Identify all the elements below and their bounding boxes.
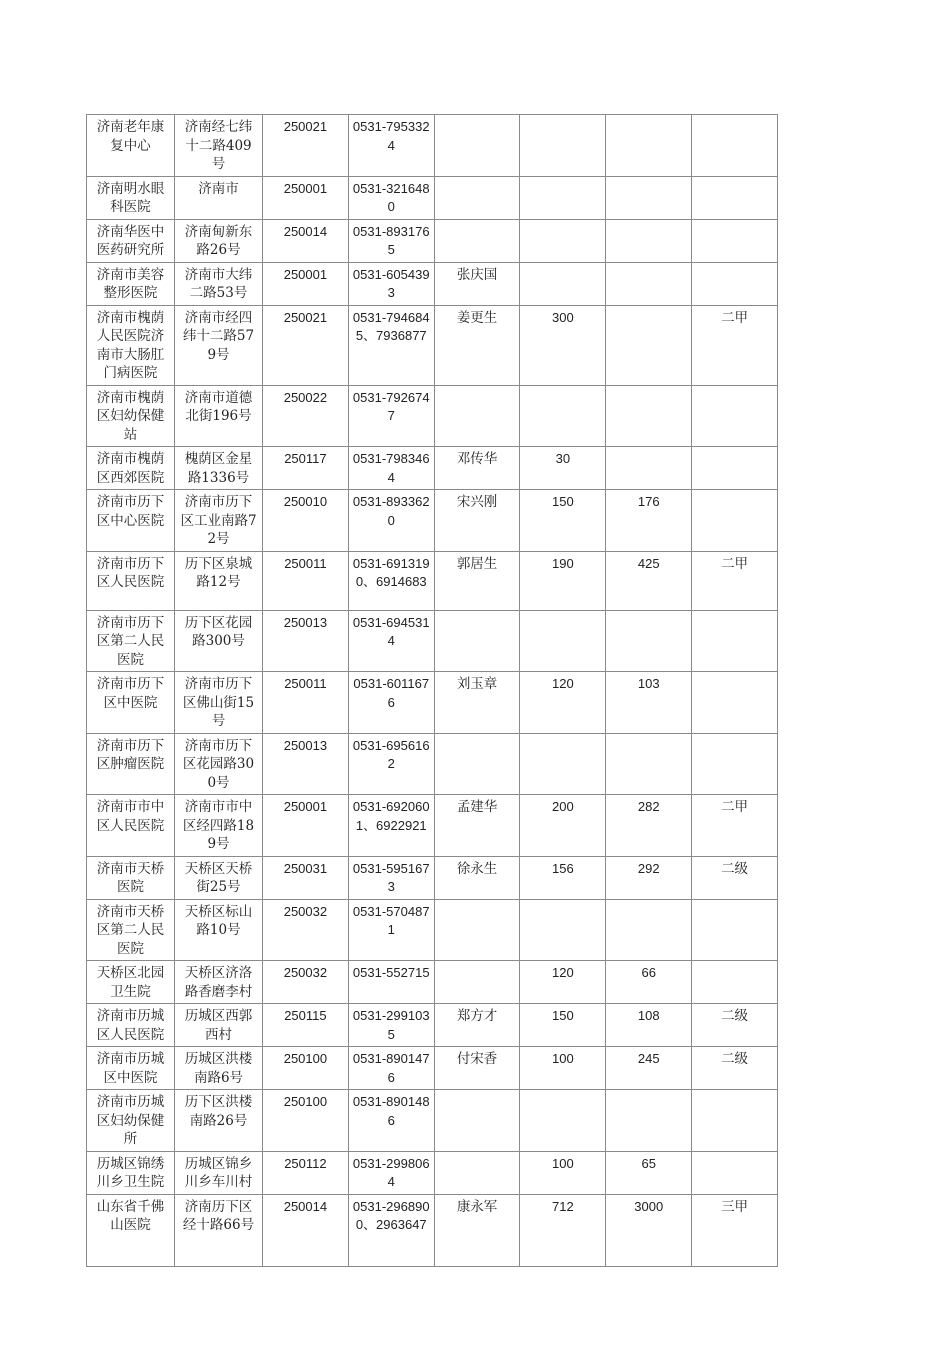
cell-phone: 0531-8901486 <box>348 1090 434 1152</box>
cell-grade: 二级 <box>692 856 778 899</box>
cell-director: 刘玉章 <box>434 672 520 734</box>
cell-address: 历下区花园路300号 <box>175 610 263 672</box>
cell-staff: 65 <box>606 1151 692 1194</box>
cell-grade <box>692 115 778 177</box>
cell-postcode: 250032 <box>263 899 349 961</box>
cell-grade <box>692 1151 778 1194</box>
cell-address: 济南市 <box>175 176 263 219</box>
cell-name: 济南市历下区肿瘤医院 <box>87 733 175 795</box>
cell-staff <box>606 305 692 385</box>
cell-grade <box>692 610 778 672</box>
cell-phone: 0531-6011676 <box>348 672 434 734</box>
cell-address: 历城区西郭西村 <box>175 1004 263 1047</box>
cell-director <box>434 219 520 262</box>
cell-beds <box>520 176 606 219</box>
cell-phone: 0531-6920601、6922921 <box>348 795 434 857</box>
table-row <box>87 115 778 177</box>
cell-grade: 二甲 <box>692 551 778 610</box>
cell-grade <box>692 490 778 552</box>
cell-staff: 425 <box>606 551 692 610</box>
cell-postcode: 250100 <box>263 1090 349 1152</box>
cell-beds: 712 <box>520 1194 606 1266</box>
cell-grade <box>692 899 778 961</box>
cell-name: 山东省千佛山医院 <box>87 1194 175 1266</box>
cell-director <box>434 176 520 219</box>
cell-name: 济南市历下区中心医院 <box>87 490 175 552</box>
cell-name: 济南市天桥区第二人民医院 <box>87 899 175 961</box>
cell-phone: 0531-7953324 <box>348 115 434 177</box>
cell-beds: 120 <box>520 672 606 734</box>
cell-address: 济南甸新东路26号 <box>175 219 263 262</box>
table-row <box>87 176 778 219</box>
cell-grade <box>692 385 778 447</box>
table-row <box>87 672 778 734</box>
cell-grade <box>692 672 778 734</box>
cell-staff <box>606 115 692 177</box>
table-row <box>87 961 778 1004</box>
table-row <box>87 305 778 385</box>
cell-grade: 二级 <box>692 1004 778 1047</box>
cell-phone: 0531-2991035 <box>348 1004 434 1047</box>
cell-beds: 30 <box>520 447 606 490</box>
table-row <box>87 262 778 305</box>
cell-director: 张庆国 <box>434 262 520 305</box>
cell-postcode: 250112 <box>263 1151 349 1194</box>
cell-name: 济南华医中医药研究所 <box>87 219 175 262</box>
cell-grade: 二甲 <box>692 305 778 385</box>
cell-address: 济南市历下区佛山街15号 <box>175 672 263 734</box>
table-row <box>87 447 778 490</box>
table-row <box>87 1004 778 1047</box>
cell-name: 济南市历下区第二人民医院 <box>87 610 175 672</box>
cell-name: 济南市市中区人民医院 <box>87 795 175 857</box>
cell-postcode: 250001 <box>263 176 349 219</box>
cell-staff <box>606 733 692 795</box>
cell-staff: 245 <box>606 1047 692 1090</box>
cell-address: 济南历下区经十路66号 <box>175 1194 263 1266</box>
cell-postcode: 250115 <box>263 1004 349 1047</box>
cell-director: 邓传华 <box>434 447 520 490</box>
table-row <box>87 856 778 899</box>
cell-director <box>434 899 520 961</box>
cell-address: 历城区洪楼南路6号 <box>175 1047 263 1090</box>
cell-postcode: 250011 <box>263 551 349 610</box>
cell-director <box>434 1151 520 1194</box>
cell-beds: 150 <box>520 1004 606 1047</box>
cell-director <box>434 385 520 447</box>
cell-phone: 0531-7983464 <box>348 447 434 490</box>
cell-beds <box>520 115 606 177</box>
cell-grade <box>692 219 778 262</box>
table-row <box>87 551 778 610</box>
cell-postcode: 250014 <box>263 1194 349 1266</box>
cell-postcode: 250013 <box>263 733 349 795</box>
cell-name: 济南市槐荫区西郊医院 <box>87 447 175 490</box>
cell-postcode: 250001 <box>263 262 349 305</box>
cell-phone: 0531-8933620 <box>348 490 434 552</box>
cell-staff <box>606 176 692 219</box>
cell-beds: 100 <box>520 1047 606 1090</box>
cell-name: 历城区锦绣川乡卫生院 <box>87 1151 175 1194</box>
cell-phone: 0531-3216480 <box>348 176 434 219</box>
cell-name: 济南市历城区中医院 <box>87 1047 175 1090</box>
cell-postcode: 250031 <box>263 856 349 899</box>
cell-postcode: 250032 <box>263 961 349 1004</box>
hospital-table-body <box>87 115 778 1267</box>
cell-phone: 0531-552715 <box>348 961 434 1004</box>
cell-director: 徐永生 <box>434 856 520 899</box>
cell-staff: 103 <box>606 672 692 734</box>
cell-director <box>434 733 520 795</box>
cell-address: 济南经七纬十二路409号 <box>175 115 263 177</box>
cell-staff <box>606 447 692 490</box>
cell-postcode: 250013 <box>263 610 349 672</box>
cell-phone: 0531-6054393 <box>348 262 434 305</box>
cell-address: 槐荫区金星路1336号 <box>175 447 263 490</box>
cell-beds <box>520 262 606 305</box>
cell-grade <box>692 447 778 490</box>
cell-name: 济南市历下区中医院 <box>87 672 175 734</box>
cell-phone: 0531-8931765 <box>348 219 434 262</box>
cell-director: 付宋香 <box>434 1047 520 1090</box>
table-row <box>87 1194 778 1266</box>
cell-director <box>434 961 520 1004</box>
table-row <box>87 610 778 672</box>
cell-staff: 282 <box>606 795 692 857</box>
cell-director <box>434 115 520 177</box>
cell-name: 济南市历下区人民医院 <box>87 551 175 610</box>
cell-staff <box>606 262 692 305</box>
cell-director: 康永军 <box>434 1194 520 1266</box>
cell-name: 天桥区北园卫生院 <box>87 961 175 1004</box>
cell-phone: 0531-6945314 <box>348 610 434 672</box>
table-row <box>87 219 778 262</box>
cell-address: 天桥区济洛路香磨李村 <box>175 961 263 1004</box>
cell-staff <box>606 899 692 961</box>
cell-postcode: 250011 <box>263 672 349 734</box>
cell-postcode: 250021 <box>263 305 349 385</box>
cell-staff: 176 <box>606 490 692 552</box>
cell-address: 天桥区天桥街25号 <box>175 856 263 899</box>
cell-address: 济南市道德北街196号 <box>175 385 263 447</box>
cell-name: 济南市历城区妇幼保健所 <box>87 1090 175 1152</box>
cell-phone: 0531-6956162 <box>348 733 434 795</box>
table-row <box>87 1090 778 1152</box>
cell-staff: 66 <box>606 961 692 1004</box>
cell-name: 济南市槐荫人民医院济南市大肠肛门病医院 <box>87 305 175 385</box>
cell-beds: 156 <box>520 856 606 899</box>
cell-address: 济南市经四纬十二路579号 <box>175 305 263 385</box>
cell-name: 济南老年康复中心 <box>87 115 175 177</box>
cell-staff: 292 <box>606 856 692 899</box>
table-row <box>87 490 778 552</box>
cell-name: 济南市槐荫区妇幼保健站 <box>87 385 175 447</box>
table-row <box>87 1151 778 1194</box>
cell-name: 济南市美容整形医院 <box>87 262 175 305</box>
cell-grade: 二级 <box>692 1047 778 1090</box>
cell-beds: 190 <box>520 551 606 610</box>
cell-grade <box>692 961 778 1004</box>
cell-grade: 三甲 <box>692 1194 778 1266</box>
cell-phone: 0531-8901476 <box>348 1047 434 1090</box>
cell-beds <box>520 385 606 447</box>
table-row <box>87 385 778 447</box>
cell-phone: 0531-7946845、7936877 <box>348 305 434 385</box>
table-row <box>87 733 778 795</box>
cell-address: 历城区锦乡川乡车川村 <box>175 1151 263 1194</box>
cell-staff <box>606 385 692 447</box>
cell-phone: 0531-7926747 <box>348 385 434 447</box>
cell-address: 济南市历下区花园路300号 <box>175 733 263 795</box>
cell-director: 郭居生 <box>434 551 520 610</box>
cell-staff: 3000 <box>606 1194 692 1266</box>
cell-postcode: 250010 <box>263 490 349 552</box>
cell-postcode: 250014 <box>263 219 349 262</box>
cell-beds: 300 <box>520 305 606 385</box>
cell-staff: 108 <box>606 1004 692 1047</box>
cell-postcode: 250100 <box>263 1047 349 1090</box>
cell-postcode: 250021 <box>263 115 349 177</box>
table-row <box>87 1047 778 1090</box>
cell-grade <box>692 176 778 219</box>
cell-beds: 100 <box>520 1151 606 1194</box>
cell-name: 济南市天桥医院 <box>87 856 175 899</box>
cell-name: 济南明水眼科医院 <box>87 176 175 219</box>
cell-grade <box>692 733 778 795</box>
cell-postcode: 250022 <box>263 385 349 447</box>
cell-phone: 0531-5951673 <box>348 856 434 899</box>
cell-beds <box>520 899 606 961</box>
table-row <box>87 899 778 961</box>
cell-staff <box>606 1090 692 1152</box>
cell-director <box>434 610 520 672</box>
cell-director: 姜更生 <box>434 305 520 385</box>
cell-director: 宋兴刚 <box>434 490 520 552</box>
cell-staff <box>606 219 692 262</box>
cell-name: 济南市历城区人民医院 <box>87 1004 175 1047</box>
cell-grade <box>692 1090 778 1152</box>
cell-beds: 200 <box>520 795 606 857</box>
table-row <box>87 795 778 857</box>
cell-address: 济南市历下区工业南路72号 <box>175 490 263 552</box>
cell-director: 郑方才 <box>434 1004 520 1047</box>
cell-staff <box>606 610 692 672</box>
cell-phone: 0531-6913190、6914683 <box>348 551 434 610</box>
cell-beds <box>520 1090 606 1152</box>
cell-address: 历下区洪楼南路26号 <box>175 1090 263 1152</box>
cell-beds: 150 <box>520 490 606 552</box>
cell-phone: 0531-5704871 <box>348 899 434 961</box>
cell-postcode: 250001 <box>263 795 349 857</box>
cell-address: 天桥区标山路10号 <box>175 899 263 961</box>
cell-phone: 0531-2998064 <box>348 1151 434 1194</box>
cell-beds <box>520 610 606 672</box>
cell-beds <box>520 219 606 262</box>
hospital-table <box>86 114 778 1267</box>
cell-director <box>434 1090 520 1152</box>
cell-grade <box>692 262 778 305</box>
cell-beds: 120 <box>520 961 606 1004</box>
cell-director: 孟建华 <box>434 795 520 857</box>
cell-beds <box>520 733 606 795</box>
cell-address: 济南市市中区经四路189号 <box>175 795 263 857</box>
cell-postcode: 250117 <box>263 447 349 490</box>
cell-phone: 0531-2968900、2963647 <box>348 1194 434 1266</box>
cell-address: 济南市大纬二路53号 <box>175 262 263 305</box>
cell-grade: 二甲 <box>692 795 778 857</box>
cell-address: 历下区泉城路12号 <box>175 551 263 610</box>
